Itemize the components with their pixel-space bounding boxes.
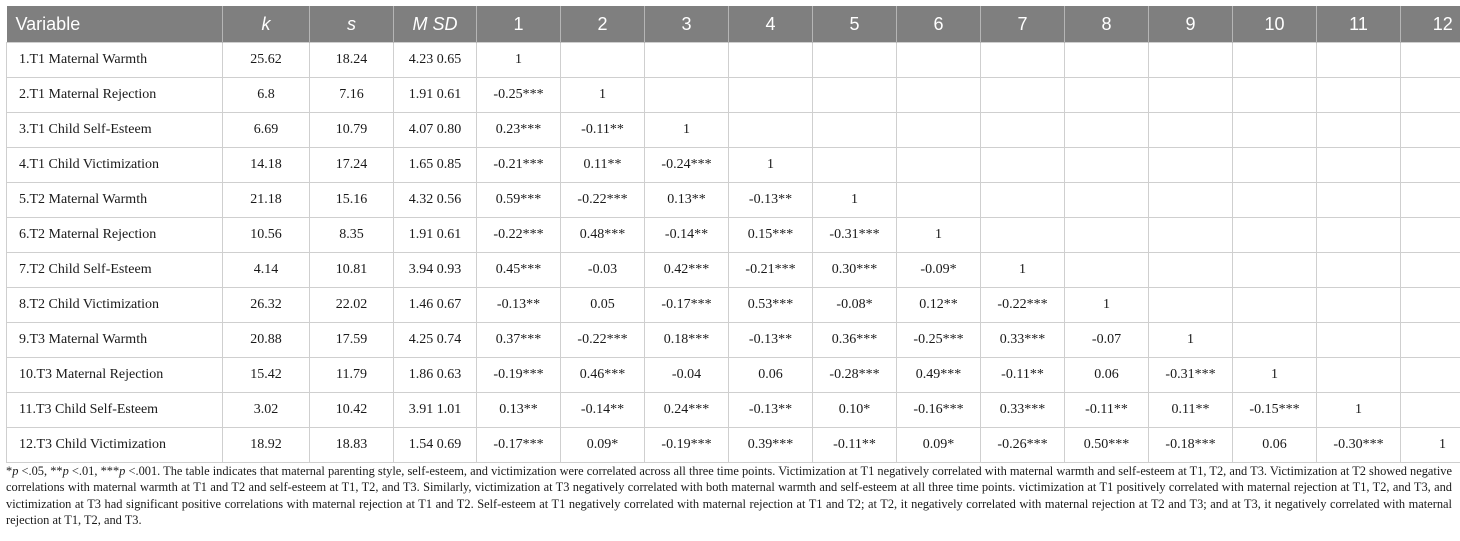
- table-cell: [813, 78, 897, 113]
- table-header: [7, 6, 1460, 43]
- table-cell: [1233, 43, 1317, 78]
- table-cell: 0.37***: [477, 323, 561, 358]
- column-header-11: 8: [1065, 6, 1149, 43]
- table-cell: 3.91 1.01: [394, 393, 477, 428]
- table-cell: [1149, 253, 1233, 288]
- footnote-p2: p: [62, 464, 69, 478]
- variable-label: 2.T1 Maternal Rejection: [7, 78, 223, 113]
- table-cell: -0.17***: [645, 288, 729, 323]
- table-cell: [1065, 218, 1149, 253]
- table-cell: -0.11**: [813, 428, 897, 463]
- table-cell: [1317, 253, 1401, 288]
- column-header-9: 6: [897, 6, 981, 43]
- table-row: [7, 393, 1460, 428]
- table-cell: 0.50***: [1065, 428, 1149, 463]
- table-cell: -0.11**: [561, 113, 645, 148]
- table-cell: [1065, 113, 1149, 148]
- table-cell: [1233, 218, 1317, 253]
- table-cell: -0.28***: [813, 358, 897, 393]
- variable-label: 9.T3 Maternal Warmth: [7, 323, 223, 358]
- table-cell: 1.86 0.63: [394, 358, 477, 393]
- table-cell: -0.13**: [729, 393, 813, 428]
- table-cell: 10.56: [223, 218, 310, 253]
- table-cell: -0.25***: [477, 78, 561, 113]
- table-cell: -0.31***: [813, 218, 897, 253]
- table-cell: 0.11**: [561, 148, 645, 183]
- table-cell: 4.23 0.65: [394, 43, 477, 78]
- table-cell: -0.30***: [1317, 428, 1401, 463]
- table-cell: -0.04: [645, 358, 729, 393]
- table-cell: -0.16***: [897, 393, 981, 428]
- table-row: [7, 183, 1460, 218]
- table-cell: [1317, 113, 1401, 148]
- table-cell: 11.79: [310, 358, 394, 393]
- table-cell: 1: [1065, 288, 1149, 323]
- table-cell: 1: [1149, 323, 1233, 358]
- table-cell: 8.35: [310, 218, 394, 253]
- table-row: [7, 288, 1460, 323]
- table-cell: 18.24: [310, 43, 394, 78]
- table-cell: 0.49***: [897, 358, 981, 393]
- table-cell: 4.07 0.80: [394, 113, 477, 148]
- column-header-1: k: [223, 6, 310, 43]
- table-cell: [981, 148, 1065, 183]
- table-cell: -0.24***: [645, 148, 729, 183]
- table-cell: 1: [477, 43, 561, 78]
- table-cell: 7.16: [310, 78, 394, 113]
- table-cell: [1317, 183, 1401, 218]
- table-cell: 25.62: [223, 43, 310, 78]
- table-cell: 10.81: [310, 253, 394, 288]
- variable-label: 8.T2 Child Victimization: [7, 288, 223, 323]
- table-cell: 0.59***: [477, 183, 561, 218]
- table-cell: 22.02: [310, 288, 394, 323]
- table-cell: 0.18***: [645, 323, 729, 358]
- table-row: [7, 218, 1460, 253]
- footnote-p3: p: [119, 464, 126, 478]
- table-cell: 10.42: [310, 393, 394, 428]
- table-cell: 4.14: [223, 253, 310, 288]
- table-cell: 0.09*: [897, 428, 981, 463]
- variable-label: 3.T1 Child Self-Esteem: [7, 113, 223, 148]
- table-cell: 1: [1317, 393, 1401, 428]
- table-cell: [1317, 323, 1401, 358]
- table-cell: 15.16: [310, 183, 394, 218]
- table-cell: [1317, 78, 1401, 113]
- table-cell: 1: [645, 113, 729, 148]
- table-cell: 1.91 0.61: [394, 78, 477, 113]
- table-cell: [1149, 78, 1233, 113]
- table-cell: [1233, 323, 1317, 358]
- table-cell: [981, 43, 1065, 78]
- table-row: [7, 253, 1460, 288]
- column-header-10: 7: [981, 6, 1065, 43]
- table-cell: -0.11**: [981, 358, 1065, 393]
- column-header-5: 2: [561, 6, 645, 43]
- table-cell: 0.12**: [897, 288, 981, 323]
- table-cell: 0.33***: [981, 393, 1065, 428]
- footnote-p1: p: [12, 464, 19, 478]
- column-header-4: 1: [477, 6, 561, 43]
- table-cell: [897, 43, 981, 78]
- table-cell: -0.13**: [729, 323, 813, 358]
- table-cell: [1065, 183, 1149, 218]
- table-cell: -0.13**: [477, 288, 561, 323]
- table-cell: 1: [1233, 358, 1317, 393]
- table-cell: -0.25***: [897, 323, 981, 358]
- table-cell: [1065, 253, 1149, 288]
- table-cell: 0.11**: [1149, 393, 1233, 428]
- table-cell: [1317, 288, 1401, 323]
- footnote-sig2: <.01, ***: [68, 464, 120, 478]
- table-cell: 0.06: [1065, 358, 1149, 393]
- table-cell: 18.92: [223, 428, 310, 463]
- table-cell: [1317, 358, 1401, 393]
- table-cell: [1233, 183, 1317, 218]
- table-cell: -0.22***: [477, 218, 561, 253]
- table-cell: [1149, 218, 1233, 253]
- table-cell: [1149, 113, 1233, 148]
- table-cell: -0.22***: [981, 288, 1065, 323]
- table-cell: -0.22***: [561, 323, 645, 358]
- table-cell: -0.09*: [897, 253, 981, 288]
- table-cell: [1065, 148, 1149, 183]
- table-cell: [1233, 288, 1317, 323]
- table-cell: [1233, 253, 1317, 288]
- table-cell: 6.8: [223, 78, 310, 113]
- table-cell: -0.21***: [477, 148, 561, 183]
- table-row: [7, 358, 1460, 393]
- table-cell: -0.31***: [1149, 358, 1233, 393]
- variable-label: 11.T3 Child Self-Esteem: [7, 393, 223, 428]
- table-cell: [1233, 113, 1317, 148]
- table-cell: 0.10*: [813, 393, 897, 428]
- table-cell: 0.09*: [561, 428, 645, 463]
- column-header-2: s: [310, 6, 394, 43]
- table-cell: [729, 43, 813, 78]
- table-cell: [1401, 43, 1460, 78]
- column-header-13: 10: [1233, 6, 1317, 43]
- table-cell: 0.13**: [645, 183, 729, 218]
- table-row: [7, 323, 1460, 358]
- table-cell: 26.32: [223, 288, 310, 323]
- table-cell: 1: [729, 148, 813, 183]
- table-cell: 0.30***: [813, 253, 897, 288]
- table-cell: -0.14**: [561, 393, 645, 428]
- table-cell: [981, 183, 1065, 218]
- table-cell: 18.83: [310, 428, 394, 463]
- table-cell: 0.15***: [729, 218, 813, 253]
- table-cell: -0.07: [1065, 323, 1149, 358]
- table-cell: [1317, 218, 1401, 253]
- table-cell: [1401, 358, 1460, 393]
- table-cell: [1317, 43, 1401, 78]
- footnote-text: <.001. The table indicates that maternal parenting style, self-esteem, and victimization were correlated across all three time points. Victimization at T1 negatively correlated with maternal warmth and self-esteem at T1, T2, and T3. Victimization at T2 showed negative correlations with maternal warmth at T1 and T2 and self-esteem at T1, T2, and T3. Similarly, victimization at T3 negatively correlated with both maternal warmth and self-esteem at all three time points. victimization at T1 positively correlated with maternal rejection at T1, T2, and T3, and victimization at T3 had significant positive correlations with maternal rejection at T1 and T2. Self-esteem at T1 negatively correlated with maternal rejection at T1 and T2; at T2, it negatively correlated with maternal rejection at T2 and T3; and at T3, it negatively correlated with maternal rejection at T1, T2, and T3.: [6, 464, 1452, 528]
- table-cell: [897, 113, 981, 148]
- table-row: [7, 43, 1460, 78]
- table-cell: 6.69: [223, 113, 310, 148]
- table-cell: [729, 78, 813, 113]
- footnote-star: *: [6, 464, 13, 478]
- table-cell: [1233, 148, 1317, 183]
- column-header-15: 12: [1401, 6, 1460, 43]
- table-cell: 0.06: [1233, 428, 1317, 463]
- table-cell: [981, 78, 1065, 113]
- table-footnote: [6, 463, 1452, 529]
- table-cell: -0.26***: [981, 428, 1065, 463]
- table-row: [7, 148, 1460, 183]
- table-cell: 0.53***: [729, 288, 813, 323]
- table-row: [7, 428, 1460, 463]
- table-cell: 1.54 0.69: [394, 428, 477, 463]
- table-cell: [897, 183, 981, 218]
- table-cell: [1401, 78, 1460, 113]
- table-cell: [1065, 43, 1149, 78]
- table-cell: [1401, 218, 1460, 253]
- variable-label: 4.T1 Child Victimization: [7, 148, 223, 183]
- table-cell: [1065, 78, 1149, 113]
- table-cell: -0.18***: [1149, 428, 1233, 463]
- correlation-table-container: [6, 6, 1454, 463]
- table-cell: [645, 78, 729, 113]
- table-cell: 0.05: [561, 288, 645, 323]
- table-cell: [1401, 393, 1460, 428]
- table-cell: 1.65 0.85: [394, 148, 477, 183]
- column-header-7: 4: [729, 6, 813, 43]
- table-cell: [981, 113, 1065, 148]
- column-header-8: 5: [813, 6, 897, 43]
- table-cell: 0.24***: [645, 393, 729, 428]
- table-cell: 0.13**: [477, 393, 561, 428]
- table-cell: 4.25 0.74: [394, 323, 477, 358]
- variable-label: 10.T3 Maternal Rejection: [7, 358, 223, 393]
- table-cell: -0.19***: [645, 428, 729, 463]
- table-cell: [813, 148, 897, 183]
- table-cell: 4.32 0.56: [394, 183, 477, 218]
- table-cell: -0.14**: [645, 218, 729, 253]
- table-cell: [813, 113, 897, 148]
- table-cell: 0.42***: [645, 253, 729, 288]
- table-cell: [1401, 148, 1460, 183]
- table-row: [7, 113, 1460, 148]
- header-row: [7, 6, 1460, 43]
- table-cell: 1.91 0.61: [394, 218, 477, 253]
- table-cell: 10.79: [310, 113, 394, 148]
- table-cell: [813, 43, 897, 78]
- table-cell: 0.45***: [477, 253, 561, 288]
- footnote-sig1: <.05, **: [18, 464, 63, 478]
- table-cell: -0.08*: [813, 288, 897, 323]
- table-cell: [1401, 323, 1460, 358]
- table-cell: 1: [1401, 428, 1460, 463]
- table-cell: 3.02: [223, 393, 310, 428]
- table-cell: -0.22***: [561, 183, 645, 218]
- table-cell: 15.42: [223, 358, 310, 393]
- table-cell: 17.24: [310, 148, 394, 183]
- table-cell: [1149, 288, 1233, 323]
- table-body: [7, 43, 1460, 463]
- table-cell: [729, 113, 813, 148]
- table-cell: 1.46 0.67: [394, 288, 477, 323]
- table-cell: [1233, 78, 1317, 113]
- table-cell: 1: [561, 78, 645, 113]
- table-cell: 21.18: [223, 183, 310, 218]
- table-cell: -0.21***: [729, 253, 813, 288]
- table-cell: 0.33***: [981, 323, 1065, 358]
- table-cell: [1317, 148, 1401, 183]
- table-cell: [561, 43, 645, 78]
- variable-label: 5.T2 Maternal Warmth: [7, 183, 223, 218]
- table-cell: -0.13**: [729, 183, 813, 218]
- correlation-table: [6, 6, 1460, 463]
- table-row: [7, 78, 1460, 113]
- table-cell: 0.36***: [813, 323, 897, 358]
- column-header-6: 3: [645, 6, 729, 43]
- table-cell: 1: [813, 183, 897, 218]
- table-cell: [1401, 253, 1460, 288]
- table-cell: 17.59: [310, 323, 394, 358]
- table-cell: [1149, 43, 1233, 78]
- table-cell: -0.11**: [1065, 393, 1149, 428]
- table-cell: 1: [981, 253, 1065, 288]
- table-cell: -0.19***: [477, 358, 561, 393]
- table-cell: 14.18: [223, 148, 310, 183]
- table-cell: 0.23***: [477, 113, 561, 148]
- table-cell: [897, 148, 981, 183]
- table-cell: [981, 218, 1065, 253]
- table-cell: [1401, 183, 1460, 218]
- table-cell: [1149, 148, 1233, 183]
- table-cell: 0.48***: [561, 218, 645, 253]
- table-cell: 1: [897, 218, 981, 253]
- table-cell: 0.39***: [729, 428, 813, 463]
- table-cell: -0.15***: [1233, 393, 1317, 428]
- column-header-3: M SD: [394, 6, 477, 43]
- table-cell: [645, 43, 729, 78]
- table-cell: 20.88: [223, 323, 310, 358]
- variable-label: 6.T2 Maternal Rejection: [7, 218, 223, 253]
- table-cell: [1401, 113, 1460, 148]
- column-header-12: 9: [1149, 6, 1233, 43]
- table-cell: -0.03: [561, 253, 645, 288]
- variable-label: 1.T1 Maternal Warmth: [7, 43, 223, 78]
- variable-label: 12.T3 Child Victimization: [7, 428, 223, 463]
- table-cell: -0.17***: [477, 428, 561, 463]
- table-cell: [1401, 288, 1460, 323]
- table-cell: [897, 78, 981, 113]
- table-cell: 0.46***: [561, 358, 645, 393]
- table-cell: 0.06: [729, 358, 813, 393]
- table-cell: 3.94 0.93: [394, 253, 477, 288]
- table-cell: [1149, 183, 1233, 218]
- column-header-0: Variable: [7, 6, 223, 43]
- column-header-14: 11: [1317, 6, 1401, 43]
- variable-label: 7.T2 Child Self-Esteem: [7, 253, 223, 288]
